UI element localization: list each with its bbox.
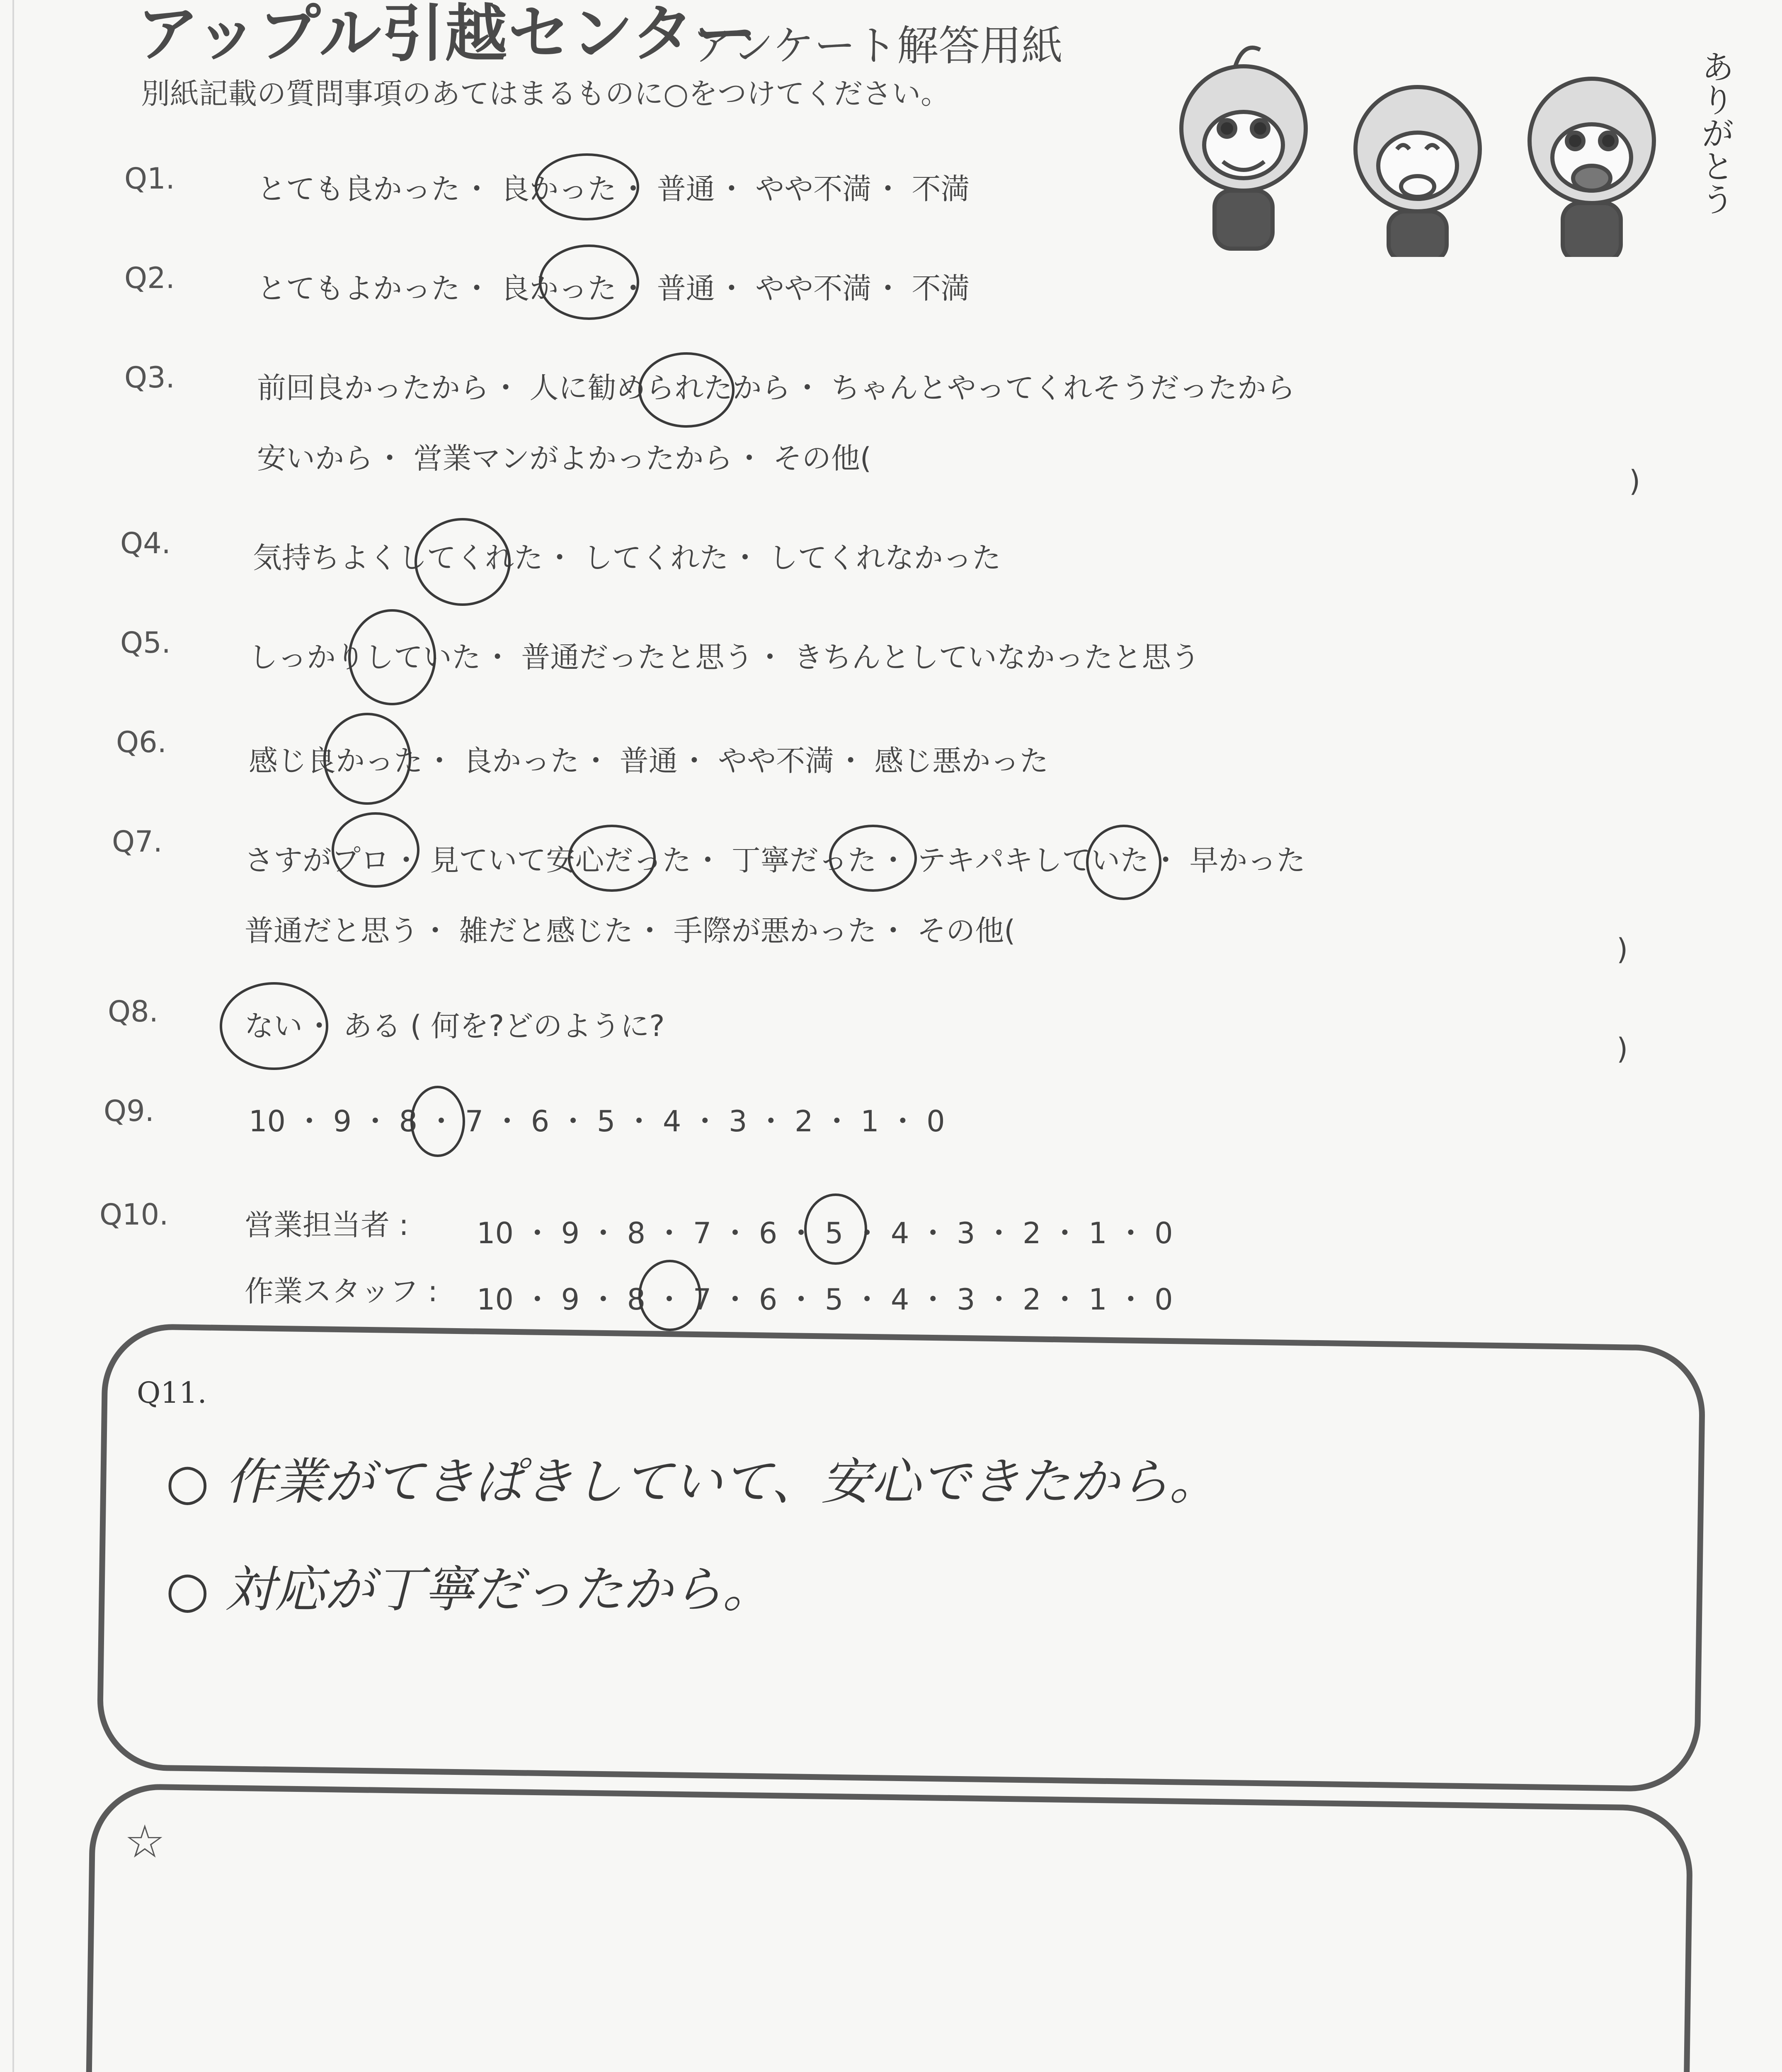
q10-sales-scale: 10 ・ 9 ・ 8 ・ 7 ・ 6 ・ 5 ・ 4 ・ 3 ・ 2 ・ 1 ・ 0	[477, 1216, 1173, 1250]
q8-option-2[interactable]: ある ( 何を?どのように?	[343, 1009, 665, 1043]
q2-option-3[interactable]: 普通	[657, 271, 715, 305]
q3-option-1[interactable]: 前回良かったから	[257, 371, 489, 405]
q4-option-2[interactable]: してくれた	[583, 541, 729, 575]
q2-option-2[interactable]: 良かった	[500, 271, 617, 305]
q10-sales-label: 営業担当者 :	[245, 1208, 409, 1242]
q7-selection-mark-1	[332, 812, 419, 888]
q5-selection-mark	[348, 609, 436, 705]
q7-label: Q7.	[112, 825, 162, 859]
q2-selection-mark	[539, 244, 639, 320]
q6-option-2[interactable]: 良かった	[463, 744, 579, 778]
q10-staff-option-9[interactable]: 9	[561, 1283, 580, 1317]
q6-label: Q6.	[116, 725, 167, 759]
q2-option-1[interactable]: とてもよかった	[257, 271, 460, 305]
q9-option-6[interactable]: 6	[531, 1104, 550, 1138]
q10-label: Q10.	[99, 1198, 169, 1232]
q9-label: Q9.	[104, 1094, 154, 1128]
q1-option-1[interactable]: とても良かった	[257, 172, 460, 206]
q7-options-row2: 普通だと思う ・ 雑だと感じた ・ 手際が悪かった ・ その他(	[245, 914, 1016, 948]
q10-staff-option-10[interactable]: 10	[477, 1283, 514, 1317]
q3-selection-mark	[638, 352, 735, 428]
q9-option-7[interactable]: 7	[465, 1104, 484, 1138]
q10-staff-option-3[interactable]: 3	[956, 1283, 975, 1317]
q9-option-5[interactable]: 5	[596, 1104, 616, 1138]
q10-sales-option-2[interactable]: 2	[1023, 1216, 1041, 1250]
q7-selection-mark-4	[1086, 825, 1161, 900]
q11-comment-line-2: ○ 対応が丁寧だったから。	[166, 1561, 772, 1619]
q7-option-9[interactable]: その他(	[917, 914, 1016, 948]
q1-option-2[interactable]: 良かった	[500, 172, 617, 206]
q10-sales-option-0[interactable]: 0	[1154, 1216, 1173, 1250]
q3-option-6[interactable]: その他(	[773, 441, 872, 475]
q10-staff-option-6[interactable]: 6	[759, 1283, 778, 1317]
q7-option-5[interactable]: 早かった	[1189, 843, 1306, 877]
q10-staff-selection-mark	[638, 1260, 701, 1331]
q2-option-5[interactable]: 不満	[912, 271, 970, 305]
q1-option-5[interactable]: 不満	[912, 172, 970, 206]
mascot-illustration	[1152, 25, 1733, 257]
company-title: アップル引越センター	[137, 0, 758, 70]
q10-staff-option-7[interactable]: 7	[693, 1283, 712, 1317]
q1-options: とても良かった ・ 良かった ・ 普通 ・ やや不満 ・ 不満	[257, 172, 970, 206]
q10-sales-option-10[interactable]: 10	[477, 1216, 514, 1250]
q10-sales-option-6[interactable]: 6	[759, 1216, 778, 1250]
q11-comment-line-1: ○ 作業がてきぱきしていて、安心できたから。	[166, 1453, 1219, 1511]
q10-sales-option-3[interactable]: 3	[956, 1216, 975, 1250]
q10-staff-option-5[interactable]: 5	[824, 1283, 844, 1317]
form-subtitle: アンケート解答用紙	[692, 22, 1063, 70]
q3-options-row1: 前回良かったから ・ 人に勧められたから ・ ちゃんとやってくれそうだったから	[257, 371, 1295, 405]
star-icon: ☆	[124, 1815, 165, 1868]
q1-option-4[interactable]: やや不満	[755, 172, 872, 206]
q7-option-6[interactable]: 普通だと思う	[245, 914, 419, 948]
q4-label: Q4.	[120, 526, 171, 560]
q10-sales-option-7[interactable]: 7	[693, 1216, 712, 1250]
q4-option-1[interactable]: 気持ちよくしてくれた	[253, 541, 543, 575]
mascot-caption: ありがとう	[1696, 50, 1734, 215]
q10-sales-option-8[interactable]: 8	[627, 1216, 646, 1250]
q6-selection-mark	[323, 713, 411, 805]
q10-sales-selection-mark	[804, 1193, 867, 1265]
q3-close-paren: )	[1629, 464, 1641, 498]
q7-option-4[interactable]: テキパキしていた	[917, 843, 1149, 877]
q8-options: ない ・ ある ( 何を?どのように?	[245, 1009, 665, 1043]
q1-label: Q1.	[124, 162, 175, 196]
q7-option-3[interactable]: 丁寧だった	[731, 843, 877, 877]
q9-scale: 10 ・ 9 ・ 8 ・ 7 ・ 6 ・ 5 ・ 4 ・ 3 ・ 2 ・ 1 ・ 0	[249, 1104, 945, 1138]
q2-option-4[interactable]: やや不満	[755, 271, 872, 305]
q4-options: 気持ちよくしてくれた ・ してくれた ・ してくれなかった	[253, 541, 1001, 575]
q7-option-7[interactable]: 雑だと感じた	[459, 914, 633, 948]
q10-sales-option-9[interactable]: 9	[561, 1216, 580, 1250]
q8-selection-mark	[220, 982, 328, 1070]
q8-label: Q8.	[108, 995, 158, 1029]
q9-option-8[interactable]: 8	[399, 1104, 418, 1138]
q5-option-1[interactable]: しっかりしていた	[249, 640, 481, 674]
q3-option-3[interactable]: ちゃんとやってくれそうだったから	[831, 371, 1295, 405]
q5-options: しっかりしていた ・ 普通だったと思う ・ きちんとしていなかったと思う	[249, 640, 1200, 674]
q4-option-3[interactable]: してくれなかった	[769, 541, 1001, 575]
q7-option-8[interactable]: 手際が悪かった	[673, 914, 877, 948]
q6-options: 感じ良かった ・ 良かった ・ 普通 ・ やや不満 ・ 感じ悪かった	[249, 744, 1049, 778]
q1-option-3[interactable]: 普通	[657, 172, 715, 206]
q5-option-3[interactable]: きちんとしていなかったと思う	[793, 640, 1200, 674]
q6-option-1[interactable]: 感じ良かった	[249, 744, 423, 778]
q3-options-row2: 安いから ・ 営業マンがよかったから ・ その他(	[257, 441, 872, 475]
q9-option-2[interactable]: 2	[795, 1104, 813, 1138]
q7-selection-mark-3	[829, 825, 917, 892]
q9-option-3[interactable]: 3	[728, 1104, 747, 1138]
q10-staff-option-2[interactable]: 2	[1023, 1283, 1041, 1317]
q10-staff-label: 作業スタッフ :	[245, 1274, 438, 1308]
q10-sales-option-4[interactable]: 4	[890, 1216, 909, 1250]
q6-option-3[interactable]: 普通	[619, 744, 678, 778]
q2-label: Q2.	[124, 261, 175, 295]
q7-options-row1: さすがプロ ・ 見ていて安心だった ・ 丁寧だった ・ テキパキしていた ・ 早かった	[245, 843, 1306, 877]
mascot-left	[1181, 48, 1306, 249]
mascot-middle	[1355, 87, 1480, 257]
q1-selection-mark	[535, 153, 639, 220]
q6-option-4[interactable]: やや不満	[718, 744, 834, 778]
q10-staff-option-1[interactable]: 1	[1089, 1283, 1107, 1317]
q8-option-1[interactable]: ない	[245, 1009, 303, 1043]
q11-label: Q11.	[137, 1376, 207, 1410]
q9-option-4[interactable]: 4	[662, 1104, 681, 1138]
q9-option-1[interactable]: 1	[861, 1104, 879, 1138]
q3-option-2[interactable]: 人に勧められたから	[529, 371, 791, 405]
q9-option-10[interactable]: 10	[249, 1104, 286, 1138]
q10-staff-scale: 10 ・ 9 ・ 8 ・ 7 ・ 6 ・ 5 ・ 4 ・ 3 ・ 2 ・ 1 ・ 0	[477, 1283, 1173, 1317]
q9-option-9[interactable]: 9	[333, 1104, 352, 1138]
star-comment-box[interactable]	[84, 1783, 1693, 2072]
q6-option-5[interactable]: 感じ悪かった	[874, 744, 1049, 778]
q10-sales-option-5[interactable]: 5	[824, 1216, 844, 1250]
mascot-right	[1530, 79, 1654, 257]
q8-close-paren: )	[1617, 1032, 1628, 1066]
q2-options: とてもよかった ・ 良かった ・ 普通 ・ やや不満 ・ 不満	[257, 271, 970, 305]
q9-option-0[interactable]: 0	[926, 1104, 945, 1138]
q7-selection-mark-2	[568, 825, 656, 892]
q10-staff-option-0[interactable]: 0	[1154, 1283, 1173, 1317]
q7-option-2[interactable]: 見ていて安心だった	[430, 843, 691, 877]
q3-option-4[interactable]: 安いから	[257, 441, 373, 475]
q5-label: Q5.	[120, 626, 171, 660]
q10-staff-option-4[interactable]: 4	[890, 1283, 909, 1317]
scan-edge-line	[12, 0, 14, 2072]
q5-option-2[interactable]: 普通だったと思う	[521, 640, 754, 674]
q9-selection-mark	[410, 1086, 465, 1157]
q4-selection-mark	[415, 518, 511, 606]
q10-staff-option-8[interactable]: 8	[627, 1283, 646, 1317]
q7-option-1[interactable]: さすがプロ	[245, 843, 390, 877]
q10-sales-option-1[interactable]: 1	[1089, 1216, 1107, 1250]
q3-option-5[interactable]: 営業マンがよかったから	[413, 441, 733, 475]
instruction-text: 別紙記載の質問事項のあてはまるものに○をつけてください。	[141, 77, 950, 111]
q7-close-paren: )	[1617, 932, 1628, 966]
q3-label: Q3.	[124, 361, 175, 395]
